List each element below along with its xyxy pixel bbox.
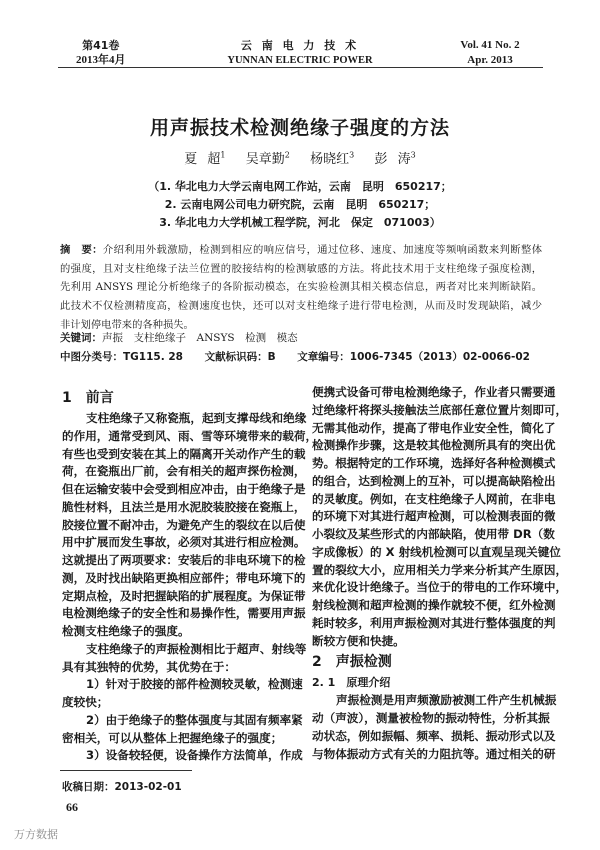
text-line: 无需其他动作，提高了带电作业安全性，简化了 xyxy=(312,420,556,435)
text-line: 支柱绝缘子又称瓷瓶，起到支撑母线和绝缘 xyxy=(86,411,307,425)
author: 吴章勤$^2$ xyxy=(245,150,290,167)
text-line: 有些也受到安装在其上的隔离开关动作产生的载 xyxy=(62,446,306,461)
date-en: Apr. 2013 xyxy=(467,54,513,66)
text-line: 定期点检，及时把握缺陷的扩展程度。为保证带 xyxy=(62,588,306,603)
text-line: 声振检测是用声频激励被测工件产生机械振 xyxy=(336,693,557,708)
issue-date: 2013年4月 xyxy=(76,54,126,66)
text-line: 3）设备较轻便，设备操作方法简单，作成 xyxy=(86,748,303,763)
received-date: 收稿日期：2013-02-01 xyxy=(62,781,182,793)
header-rule xyxy=(58,67,543,68)
text-line: 用中扩展而发生事故，必须对其进行相应检测。 xyxy=(62,535,306,550)
page-number: 66 xyxy=(66,800,78,814)
keywords-value: 声振 支柱绝缘子 ANSYS 检测 模态 xyxy=(102,332,298,344)
left-column xyxy=(62,386,318,765)
text-line: 来优化设计绝缘子。当位于的带电的工作环境中， xyxy=(312,580,568,595)
abstract-text: 此技术不仅检测精度高，检测速度也快，还可以对支柱绝缘子进行带电检测，从而及时发现缺陷，减少 xyxy=(60,300,542,313)
text-line: 势。根据特定的工作环境，选择好各种检测模式 xyxy=(312,456,556,470)
volume: 第41卷 xyxy=(82,39,120,52)
text-line: 检测操作步骤，这是较其他检测所具有的突出优 xyxy=(312,438,556,453)
section-2-1-heading: 2. 1 原理介绍 xyxy=(312,676,391,690)
author: 彭 涛$^3$ xyxy=(374,150,416,167)
text-line: 耗时较多，利用声振检测对其进行整体强度的判 xyxy=(312,615,556,630)
text-line: 字成像板）的 X 射线机检测可以直观呈现关键位 xyxy=(312,544,561,559)
text-line: 小裂纹及某些形式的内部缺陷，使用带 DR（数 xyxy=(312,527,555,541)
section-1-heading: 1 前言 xyxy=(62,390,114,406)
abstract-label: 摘 要： xyxy=(60,244,103,256)
article-number: 文章编号：1006-7345（2013）02-0066-02 xyxy=(297,351,530,363)
right-column xyxy=(312,384,568,763)
abstract-line xyxy=(60,260,542,279)
author: 杨晓红$^3$ xyxy=(310,150,355,167)
text-line: 测，及时找出缺陷更换相应部件；带电环境下的 xyxy=(62,570,306,585)
keywords xyxy=(60,330,316,345)
abstract-text: 的强度，且对支柱绝缘子法兰位置的胶接结构的检测敏感的方法。将此技术用于支柱绝缘子强度检测， xyxy=(60,262,542,275)
affiliation: 2. 云南电网公司电力研究院，云南 昆明 650217； xyxy=(164,198,436,211)
text-line: 1）针对于胶接的部件检测较灵敏，检测速 xyxy=(86,677,303,692)
text-line: 的环境下对其进行超声检测，可以检测表面的微 xyxy=(312,509,556,524)
text-line: 检测支柱绝缘子的强度。 xyxy=(62,624,190,638)
journal-name-cn: 云 南 电 力 技 术 xyxy=(240,39,360,52)
text-line: 具有其独特的优势，其优势在于： xyxy=(62,659,236,674)
author: 夏 超$^1$ xyxy=(184,150,226,167)
footnote-rule xyxy=(60,770,192,771)
text-line: 过绝缘杆将探头接触法兰底部任意位置片刻即可， xyxy=(312,402,568,417)
text-line: 射线检测和超声检测的操作就较不便，红外检测 xyxy=(312,598,556,612)
text-line: 断较方便和快捷。 xyxy=(312,633,405,648)
text-line: 动（声波），测量被检物的振动特性，分析其振 xyxy=(312,711,550,725)
abstract-line xyxy=(60,278,542,297)
text-line: 支柱绝缘子的声振检测相比于超声、射线等 xyxy=(86,641,307,656)
affiliation: 3. 华北电力大学机械工程学院，河北 保定 071003） xyxy=(159,216,441,229)
keywords-label: 关键词： xyxy=(60,332,102,344)
abstract-text: 非计划停电带来的各种损失。 xyxy=(60,318,194,331)
text-line: 荷，在瓷瓶出厂前，会有相关的超声探伤检测， xyxy=(62,464,306,479)
watermark: 万方数据 xyxy=(14,828,58,841)
text-line: 密相关，可以从整体上把握绝缘子的强度； xyxy=(62,730,283,745)
text-line: 胶接位置不耐冲击，为避免产生的裂纹在以后使 xyxy=(62,517,306,532)
vol-no: Vol. 41 No. 2 xyxy=(460,39,520,51)
abstract-line xyxy=(60,297,542,316)
abstract-text: 介绍利用外载激励，检测到相应的响应信号，通过位移、速度、加速度等频响函数来判断整体 xyxy=(102,244,543,256)
text-line: 便携式设备可带电检测绝缘子，作业者只需要通 xyxy=(312,385,556,399)
abstract-text: 先利用 ANSYS 理论分析绝缘子的各阶振动模态，在实验检测其相关模态信息，两者对比来判断缺陷。 xyxy=(60,281,542,294)
text-line: 的作用，通常受到风、雨、雪等环境带来的载荷， xyxy=(62,428,318,443)
abstract xyxy=(60,241,542,335)
abstract-line xyxy=(60,241,542,260)
section-2-heading: 2 声振检测 xyxy=(312,654,392,671)
text-line: 2）由于绝缘子的整体强度与其固有频率紧 xyxy=(86,712,303,727)
text-line: 电检测绝缘子的安全性和易操作性，需要用声振 xyxy=(62,606,306,621)
affiliation: （1. 华北电力大学云南电网工作站，云南 昆明 650217； xyxy=(148,180,452,193)
text-line: 动状态，例如振幅、频率、损耗、振动形式以及 xyxy=(312,728,556,743)
authors xyxy=(0,148,600,167)
classification xyxy=(60,349,548,364)
text-line: 置的裂纹大小，应用相关力学来分析其产生原因， xyxy=(312,562,568,577)
volume-en xyxy=(440,38,540,68)
text-line: 的灵敏度。例如，在支柱绝缘子人网前，在非电 xyxy=(312,491,556,506)
document-code: 文献标识码：B xyxy=(204,351,276,363)
text-line: 的组合，达到检测上的互补，可以提高缺陷检出 xyxy=(312,473,556,488)
text-line: 脆性材料，且法兰是用水泥胶装胶接在瓷瓶上， xyxy=(62,499,306,514)
text-line: 与物体振动方式有关的力阻抗等。通过相关的研 xyxy=(312,746,556,761)
journal-name-en: YUNNAN ELECTRIC POWER xyxy=(227,55,373,66)
text-line: 度较快； xyxy=(62,695,109,709)
paper-title: 用声振技术检测绝缘子强度的方法 xyxy=(149,117,450,139)
clc-number: 中图分类号：TG115. 28 xyxy=(60,351,183,363)
text-line: 但在运输安装中会受到相应冲击，由于绝缘子是 xyxy=(62,482,306,496)
text-line: 这就提出了两项要求：安装后的非电环境下的检 xyxy=(62,553,306,567)
